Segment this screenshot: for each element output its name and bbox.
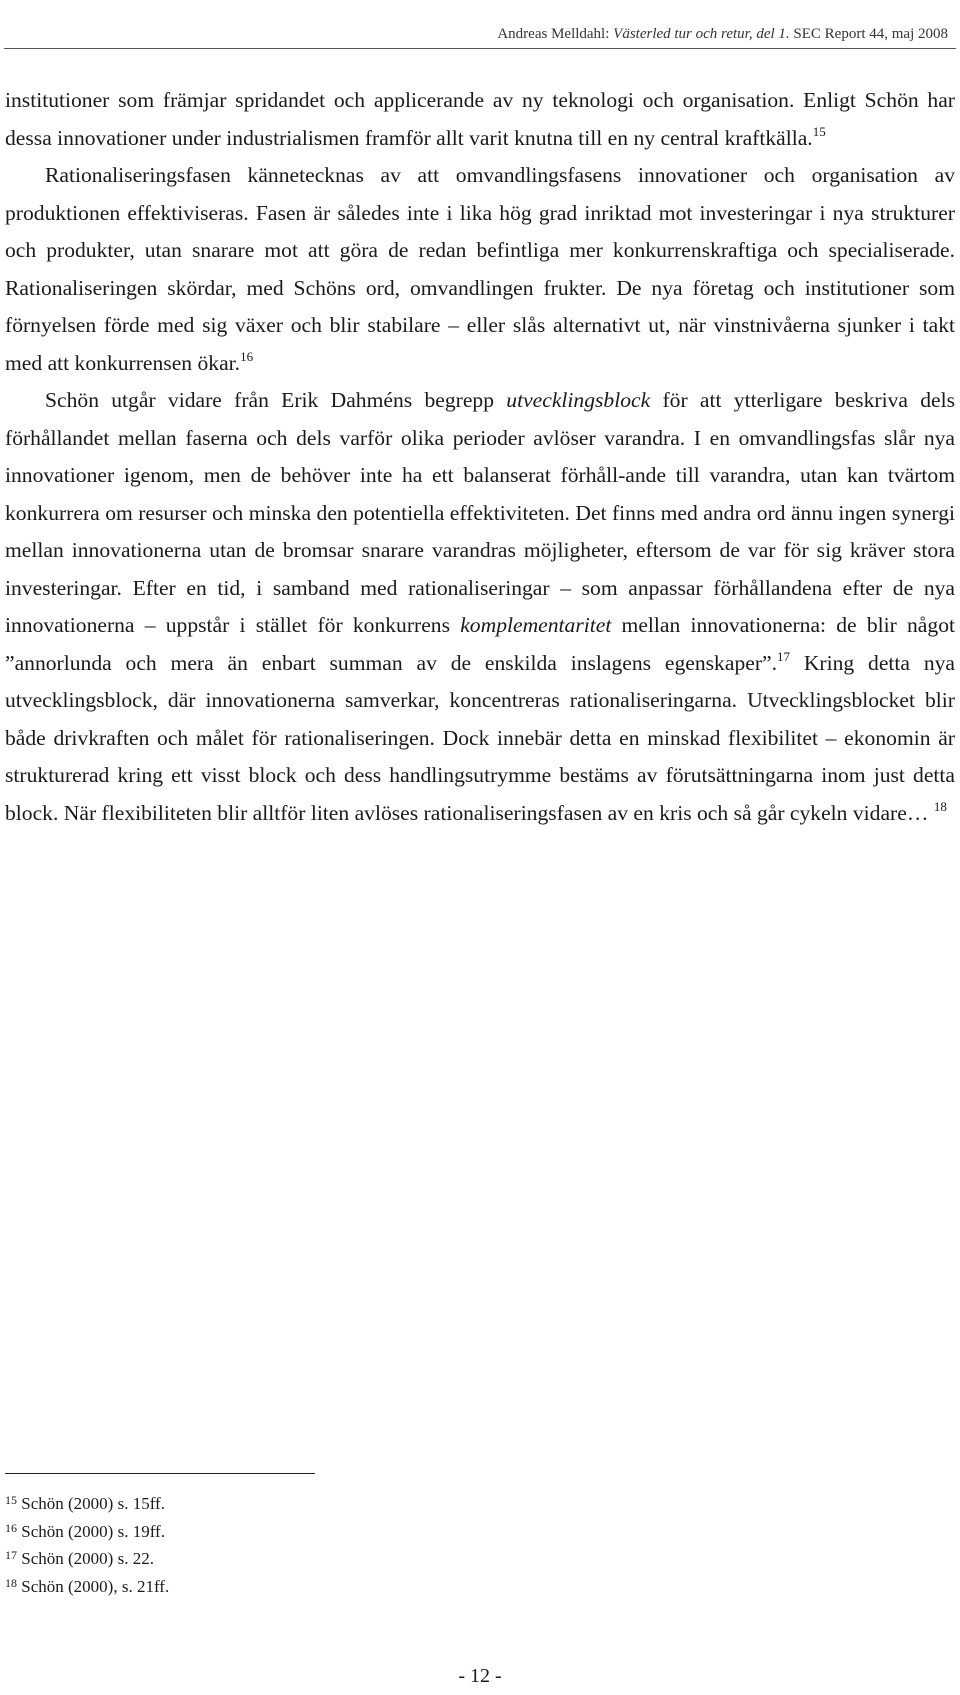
- footnote-18: [5, 1573, 169, 1601]
- footnote-number: 15: [5, 1493, 17, 1507]
- paragraph-3-text-a: Schön utgår vidare från Erik Dahméns begrepp: [45, 388, 507, 412]
- header-title: Västerled tur och retur, del 1.: [613, 26, 790, 42]
- footnote-text: Schön (2000) s. 19ff.: [21, 1521, 165, 1541]
- term-utvecklingsblock: utvecklingsblock: [506, 388, 651, 412]
- footnote-text: Schön (2000) s. 15ff.: [21, 1494, 165, 1513]
- paragraph-2: [5, 157, 955, 382]
- paragraph-3: [5, 382, 955, 832]
- footnote-17: [5, 1545, 169, 1573]
- body-text: [5, 82, 955, 832]
- footnote-16: [5, 1518, 169, 1546]
- running-header: [497, 26, 948, 43]
- paragraph-1: [5, 82, 955, 157]
- footnote-number: 16: [5, 1520, 17, 1535]
- header-rule: [4, 48, 956, 49]
- footnote-text: Schön (2000), s. 21ff.: [21, 1576, 170, 1596]
- term-komplementaritet: komplementaritet: [460, 613, 612, 637]
- footnote-number: 17: [5, 1548, 17, 1562]
- footnote-ref-15: 15: [812, 123, 826, 139]
- paragraph-3-text-c: mellan innovationerna: de blir något ”annorlunda och mera än enbart summan av de enskilda inslagens egenskaper”.: [5, 613, 955, 675]
- footnote-ref-16: 16: [240, 348, 254, 364]
- footnote-ref-18: 18: [933, 798, 947, 814]
- header-report: SEC Report 44, maj 2008: [793, 26, 948, 42]
- footnotes: [5, 1490, 169, 1600]
- footnote-text: Schön (2000) s. 22.: [21, 1549, 154, 1568]
- header-author: Andreas Melldahl:: [497, 26, 610, 42]
- page-number: - 12 -: [458, 1665, 502, 1687]
- footnote-number: 18: [5, 1575, 17, 1590]
- paragraph-1-text: institutioner som främjar spridandet och applicerande av ny teknologi och organisation. Enligt Schön har dessa innovationer under industrialismen framför allt varit knutna till en ny central kraftkälla.: [5, 88, 955, 150]
- paragraph-3-text-b: för att ytterligare beskriva dels förhållandet mellan faserna och dels varför olika perioder avlöser varandra. I en omvandlingsfas slår nya innovationer igenom, men de behöver inte ha ett balanserat förhåll-ande till varandra, utan kan tvärtom konkurrera om resurser och minska den potentiella effektiviteten. Det finns med andra ord ännu ingen synergi mellan innovationerna utan de bromsar snarare varandras möjligheter, eftersom de var för sig kräver stora investeringar. Efter en tid, i samband med rationaliseringar – som anpassar förhållandena efter de nya innovationerna – uppstår i stället för konkurrens: [5, 388, 956, 637]
- paragraph-2-text: Rationaliseringsfasen kännetecknas av att omvandlingsfasens innovationer och organisation av produktionen effektiviseras. Fasen är således inte i lika hög grad inriktad mot investeringar i nya strukturer och produkter, utan snarare mot att göra de redan befintliga mer konkurrenskraftiga och specialiserade. Rationaliseringen skördar, med Schöns ord, omvandlingen frukter. De nya företag och institutioner som förnyelsen förde med sig växer och blir stabilare – eller slås alternativt ut, när vinstnivåerna sjunker i takt med att konkurrensen ökar.: [5, 163, 955, 375]
- footnote-ref-17: 17: [777, 648, 790, 664]
- paragraph-3-text-d: Kring detta nya utvecklingsblock, där innovationerna samverkar, koncentreras rationaliseringarna. Utvecklingsblocket blir både drivkraften och målet för rationaliseringen. Dock innebär detta en minskad flexibilitet – ekonomin är strukturerad kring ett visst block och dess handlingsutrymme bestäms av förutsättningarna inom just detta block. När flexibiliteten blir alltför liten avlöses rationaliseringsfasen av en kris och så går cykeln vidare…: [5, 650, 955, 825]
- footnote-15: [5, 1490, 169, 1518]
- footnote-rule: [5, 1473, 315, 1474]
